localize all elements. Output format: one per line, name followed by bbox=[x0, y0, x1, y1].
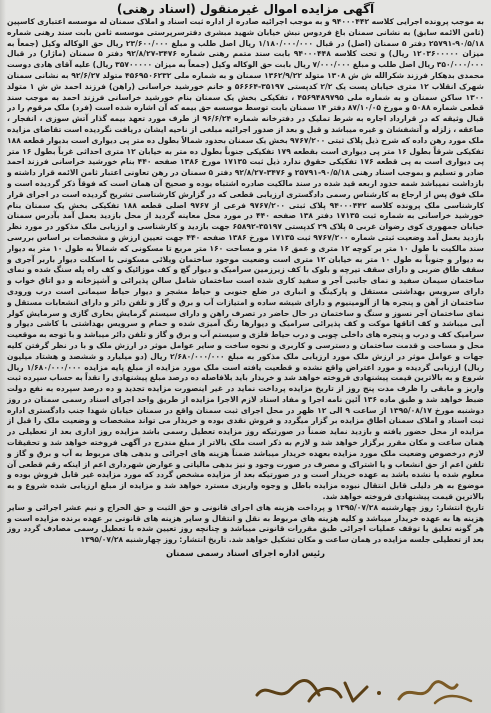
handwritten-mark bbox=[249, 673, 479, 709]
notice-body: به موجب پرونده اجرایی کلاسه ۹۴۰۰۰۴۴۲ و به موجب اجرائیه صادره از اداره ثبت اسناد و املاک سمنان له موسسه اعتباری کاسپین (ثامن الائمه سابق) به نشانی سمنان باغ فردوس نبش خیابان شهید مبشری دفترسرپرستی موسسه ثامن بابت سند رهنی شماره ۹۰/۵/۱۸-۲۵۷۹۱ دفتر ۵ سمنان (اصل) در قبال ۱/۱۸۰/۰۰۰/۰۰۰ ریال اصل طلب و مبلغ ۲۳/۶۰۰/۰۰۰ ریال حق الوکاله وکیل (جمعاً به میزان ۱۲۰۳۶۰۰۰۰۰ ریال) و تحت کلاسه ۹۴۰۰۰۴۴۸ بابت سند متمم رهنی شماره ۳۴۷۶-۹۲/۸/۲۷ دفتر ۵ سمنان (ماژار) در قبال ۳۵۰/۰۰۰/۰۰۰ ریال اصل طلب و مبلغ ۷/۰۰۰/۰۰۰ ریال بابت حق الوکاله وکیل (جمعاً به میزان ۳۵۷۰۰۰۰۰ ریال) علیه آقای هادی دوست محمدی بدهکار فرزند شکرالله ش ش ۱۳۰۸ متولد ۱۳۶۲/۹/۲۲ سمنان و به شماره ملی ۴۵۶۹۵۰۶۲۳۲ متولد ۹۲/۶/۲۷ به نشانی سمنان شهرک انقلاب ۱۲ متری خیابان پست یک ۲/۲ کدپستی ۳۵۱۹۷-۵۶۶۶۴ و خانم خورشید خراسانی (راهن) فرزند احمد ش ش ۱ متولد ۱۳۰۰ ساکن سمنان و به شماره ملی ۴۵۶۹۴۸۹۷۹۵ ، تفکیکی بخش یک سمنان بنام خورشید خراسانی فرزند احمد به موجب سند قطعی شماره ۵۰۸۸ و مورخ ۸۷/۱۰/۰۵ دفتر ۱۴ سمنان بابت توسط موسسه حق بیمه که آن اشاره شده است (فرد) ملک مرقوم را در قبال وثیقه که در قرارداد اجاره به شرط تملیک در دفترخانه شماره ۹۶/۶/۲۴ از طرف مورد تعهد بیمه گذار آتش سوزی ، انفجار ، صاعقه ، زلزله و آتشفشان و غیره میباشد و قبل و بعد از صدور اجرائیه مبلغی از ناحیه ایشان دریافت نگردیده است تقاضای مزایده ملک مورد رهن داده که شرح ذیل پلاک ثبتی ۹۷۶۷/۲۰۰ بخش یک سمنان بحدود شمالاً بطول ده متر پی دیواری است بدیوار قطعه ۱۸۸ تفکیکی شرقاً بطول ۱۶ متر پی دیواری است بقطعه ۱۷۹ تفکیکی جنوباً بطول ده متر به خیابان ۱۲ متری احداثی غرباً بطول ۱۶ متر پی دیواری است به پی قطعه ۱۷۶ تفکیکی حقوق ندارد ذیل ثبت ۱۷۱۳۵ مورخ ۱۳۸۶ صفحه ۴۴۰ بنام خورشید خراسانی فرزند احمد صادر و تسلیم و بموجب اسناد رهنی ۹۰/۵/۱۸-۲۵۷۹۱ و ۳۴۷۶-۹۲/۸/۲۷ دفتر ۵ سمنان در رهن تعاونی اعتبار ثامن الائمه قرار داشته و بازداشت نمیباشد شمه حدود اربعه قید شده در سند مالکیت صادره اشتباه بوده و صحیح آن همان است که فوقاً ذکر گردیده است و ملک فوق پس از ارجاع به کارشناس رسمی دادگستری ارزیابی قطعی که در گزارش کارشناسی تشریح گردیده است در اجرای قرار کارشناسی ملک پرونده کلاسه ۹۴۰۰۰۴۴۲ پلاک ثبتی ۹۷۶۷/۲۰۰ فرعی از ۹۷۶۷ اصلی قطعه ۱۸۸ تفکیکی بخش یک سمنان بنام خورشید خراسانی به شماره ثبت ۱۷۱۳۵ دفتر ۱۳۸ صفحه ۴۴۰ در مورد محل معاینه گردید از محل بازدید بعمل آمد بآدرس سمنان خیابان جمهوری کوی رضوان غربی ۵ پلاک ۲۹ کدپستی ۳۵۱۹۷-۶۵۸۹۲ جهت بازدید و کارشناسی و ارزیابی ملک مذکور در مورد نظر بازدید بعمل آمد وضعیت ثبتی شماره ۹۷۶۷/۲۰۰ ثبت ۱۷۱۳۵ مورخ ۱۳۸۶ صفحه ۴۴۰ جهت تعیین ارزش و مشخصات بر اساس بررسی سند مالکیت با طول ۱۰ متر بر کوچه ۱۲ متری و عمق ۱۶ متر و مساحت ۱۶۰ متر مربع تا مسکونی که شمالاً به طول ۱۰ متر به دیوار به دیوار و جنوباً به طول ۱۰ متر به خیابان ۱۲ متری است وضعیت موجود ساختمان ویلائی مسکونی با اسکلت دیوار باربر آجری و سقف طاق ضربی و دارای سقف تیرچه و بلوک با کف زیرزمین سرامیک و دیوار گچ و کف موزائیک و کف راه پله سنگ شده و نمای ساختمان سیمان سفید و نمای جانبی آجر و سفید کاری شده است ساختمان شامل سالن پذیرائی و آشپزخانه و دو اتاق خواب و دارای سرویس بهداشتی مستقل و پارکینگ و انباری در ضلع جنوبی و حیاط مشجر و دیوار حیاط سیمانی است درب ورودی ساختمان از آهن و پنجره ها از آلومینیوم و دارای شیشه ساده و امتیازات آب و برق و گاز و تلفن دائر و دارای انشعابات مستقل و نمای ساختمان آجر نسوز و سنگ و ساختمان در حال حاضر در تصرف راهن و دارای سیستم گرمایش بخاری گازی و سرمایش کولر آبی میباشد و کف اتاقها موکت و کف پذیرائی سرامیک و دیوارها رنگ آمیزی شده و حمام و سرویس بهداشتی با کاشی دیوار و سرامیک کف و درب و پنجره های داخلی چوبی و درب حیاط فلزی و سیستم آب و برق و گاز و تلفن دائر میباشد و با توجه به موقعیت محل و مساحت و قدمت ساختمان و دسترسی و کاربری و نحوه ساخت و سایر عوامل موثر در ارزش ملک و با در نظر گرفتن کلیه جهات و عوامل موثر در ارزش ملک مورد ارزیابی ملک مذکور به مبلغ ۲/۶۸۰/۰۰۰/۰۰۰ ریال (دو میلیارد و ششصد و هشتاد میلیون ریال) ارزیابی گردیده و مورد اعتراض واقع نشده و قطعیت یافته است ملک مورد مزایده از مبلغ پایه مزایده ۱/۶۸۰/۰۰۰/۰۰۰ ریال شروع و به بالاترین قیمت پیشنهادی فروخته خواهد شد و خریدار باید بلافاصله ده درصد مبلغ پیشنهادی را نقداً به حساب سپرده ثبت واریز و مابقی را ظرف مدت پنج روز از تاریخ مزایده پرداخت نماید در غیر اینصورت مزایده تجدید و ده درصد سپرده به نفع دولت ضبط خواهد شد و طبق ماده ۱۳۶ آئین نامه اجرا و مفاد اسناد لازم الاجرا مزایده از طریق واحد اجرای اسناد رسمی سمنان در روز دوشنبه مورخ ۱۳۹۵/۰۸/۱۷ از ساعت ۹ الی ۱۲ ظهر در محل اجرای ثبت سمنان واقع در سمنان خیابان شهدا جنب دادگستری اداره ثبت اسناد و املاک سمنان اطاق مزایده بر گزار میگردد و فروش نقدی بوده و خریدار می تواند مشخصات و وضعیت ملک را قبل از مزایده از محل حضور یافته و بازدید نماید ضمناً در صورتیکه روز مزایده تعطیل رسمی باشد مزایده روز اداری بعد از تعطیلی در همان ساعت و مکان مقرر برگزار خواهد شد و لازم به ذکر است ملک بالاتر از مبلغ مندرج در آگهی فروخته خواهد شد و تحقیقات لازم درخصوص وضعیت ملک مورد مزایده بعهده خریدار میباشد ضمناً هزینه های اجرائی و بدهی های مربوط به آب و برق و گاز و تلفن اعم از حق انشعاب و یا اشتراک و مصرف در صورت وجود و نیز بدهی مالیاتی و عوارض شهرداری اعم از اینکه رقم قطعی آن معلوم شده یا نشده باشد به عهده خریدار است و در صورتیکه بعد از مزایده مشخص گردد که مورد مزایده غیر قابل فروش بوده و موضوع به هر دلیلی قابل انتقال نبوده مزایده باطل و وجوه واریزی مسترد خواهد شد و مزایده از مبلغ ارزیابی شده شروع و به بالاترین قیمت پیشنهادی فروخته خواهد شد. bbox=[7, 17, 484, 502]
notice-closing: تاریخ انتشار: روز چهارشنبه ۱۳۹۵/۰۷/۲۸ و پرداخت هزینه های اجرای قانونی و حق الثبت و حق الحراج و نیم عشر اجرائی و سایر هزینه ها به عهده خریدار میباشد و کلیه هزینه های مربوط به نقل و انتقال و سایر هزینه های قانونی بر عهده برنده مزایده است و هر گونه تعلیق یا توقف عملیات اجرائی طبق مقررات قانونی میباشد و چنانچه روز تعیین شده با تعطیل رسمی مصادف گردد روز بعد از تعطیلی جلسه مزایده در همان ساعت و مکان تشکیل خواهد شد. تاریخ انتشار: روز چهارشنبه ۱۳۹۵/۰۷/۲۸ bbox=[7, 502, 484, 545]
page-fold-shadow bbox=[0, 0, 6, 713]
notice-title: آگهی مزایده اموال غیرمنقول (اسناد رهنی) bbox=[116, 2, 375, 16]
notice-signature: رئیس اداره اجرای اسناد رسمی سمنان bbox=[166, 548, 325, 559]
auction-notice bbox=[7, 2, 484, 674]
